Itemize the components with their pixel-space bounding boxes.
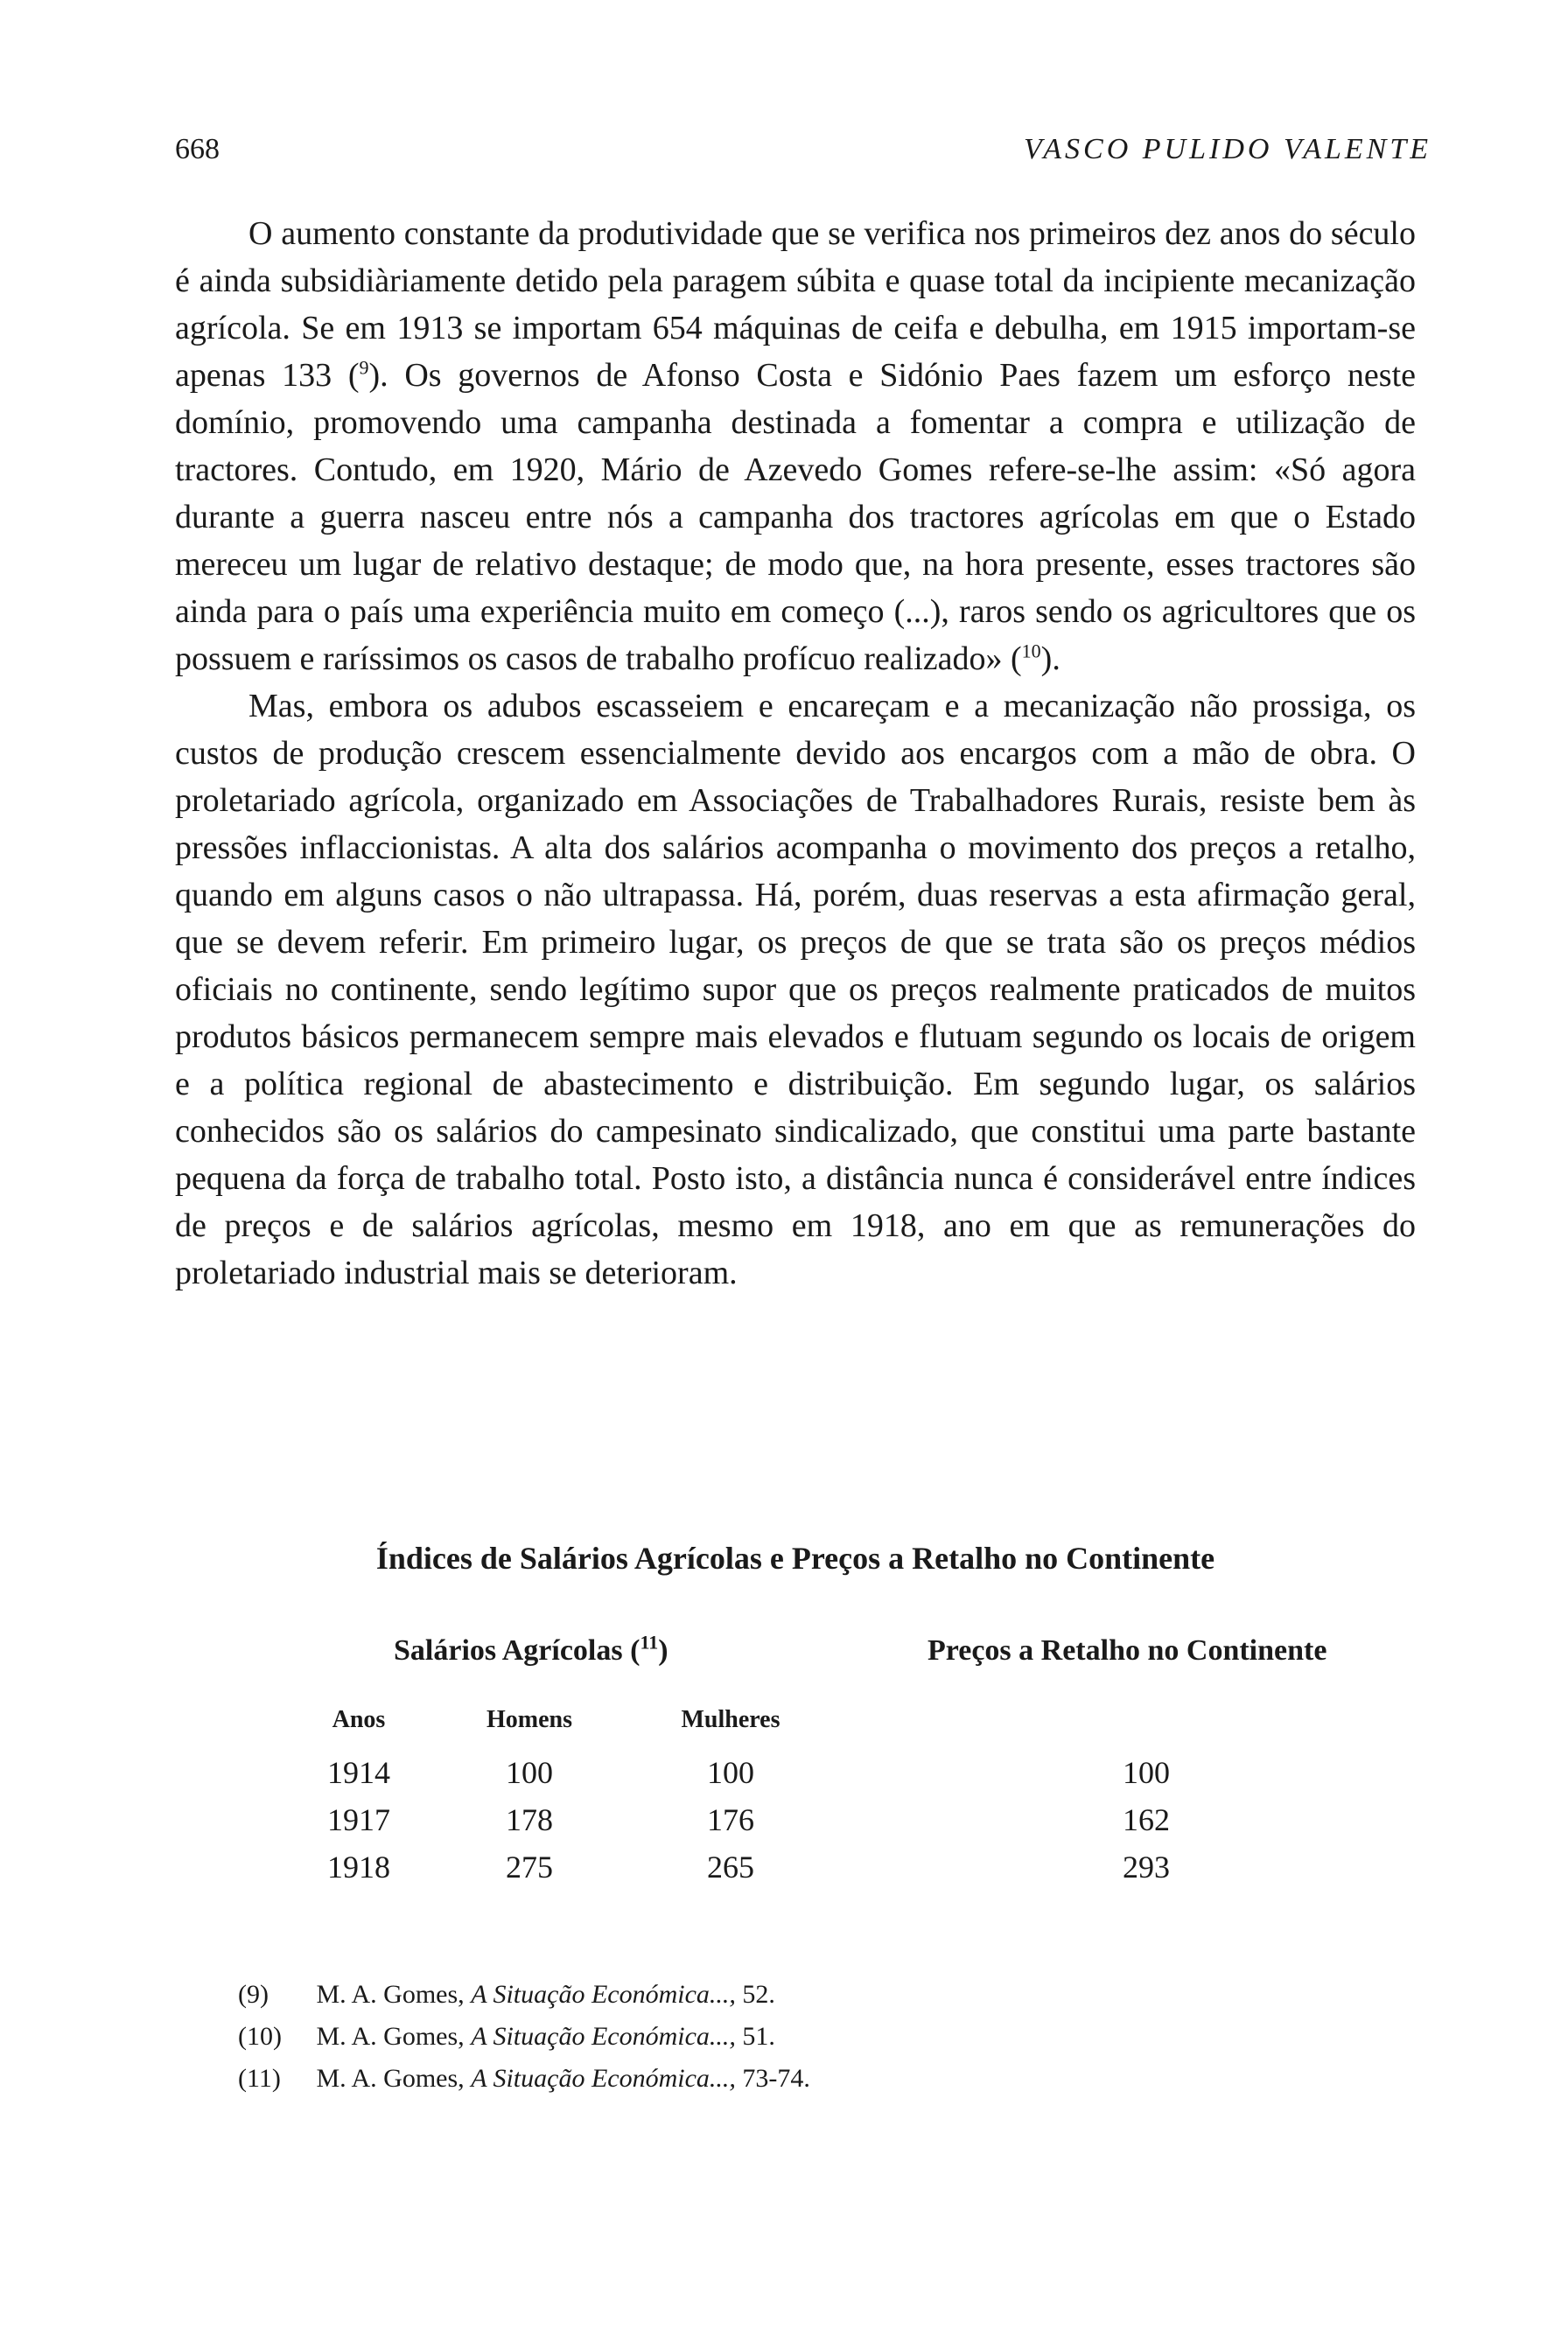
- footnote-author: M. A. Gomes,: [316, 2064, 465, 2093]
- page-number: 668: [175, 133, 220, 165]
- cell-mulheres: 265: [707, 1850, 754, 1885]
- cell-mulheres: 176: [707, 1802, 754, 1837]
- footnote-title: A Situação Económica...,: [471, 1980, 736, 2009]
- footnote-title: A Situação Económica...,: [471, 2022, 736, 2051]
- footnote-pages: 73-74.: [742, 2064, 810, 2093]
- group-heading-precos: Preços a Retalho no Continente: [928, 1634, 1327, 1667]
- table-row: [0, 1849, 1568, 1896]
- table-row: [0, 1801, 1568, 1849]
- footnote-ref-10: 10: [1021, 640, 1041, 662]
- cell-precos: 293: [1123, 1850, 1170, 1885]
- cell-ano: 1918: [327, 1850, 390, 1885]
- column-header-anos: Anos: [332, 1706, 386, 1733]
- paragraph-1-part-1: O aumento constante da produtividade que se verifica nos primeiros dez anos do século é ainda subsidiàriamente detido pela paragem súbita e quase total da incipiente mecanização agrícola. Se em 1913 se importam 654 máquinas de ceifa e debulha, em 1915 importam-se apenas 133 (: [175, 215, 1416, 394]
- paragraph-1-part-2: ). Os governos de Afonso Costa e Sidónio Paes fazem um esforço neste domínio, promovendo uma campanha destinada a fomentar a compra e utilização de tractores. Contudo, em 1920, Mário de Azevedo Gomes refere-se-lhe assim: «Só agora durante a guerra nasceu entre nós a campanha dos tractores agrícolas em que o Estado mereceu um lugar de relativo destaque; de modo que, na hora presente, esses tractores são ainda para o país uma experiência muito em começo (...), raros sendo os agricultores que os possuem e raríssimos os casos de trabalho profícuo realizado» (: [175, 357, 1417, 677]
- footnote-number: (10): [238, 2022, 282, 2051]
- column-header-mulheres: Mulheres: [681, 1706, 780, 1733]
- footnote: [238, 1974, 810, 2016]
- footnote-title: A Situação Económica...,: [471, 2064, 736, 2093]
- cell-precos: 162: [1123, 1802, 1170, 1837]
- paragraph-1: [175, 210, 1416, 682]
- paragraph-2: Mas, embora os adubos escasseiem e encareçam e a mecanização não prossiga, os custos de produção crescem essencialmente devido aos encargos com a mão de obra. O proletariado agrícola, organizado em Associações de Trabalhadores Rurais, resiste bem às pressões inflaccionistas. A alta dos salários acompanha o movimento dos preços a retalho, quando em alguns casos o não ultrapassa. Há, porém, duas reservas a esta afirmação geral, que se devem referir. Em primeiro lugar, os preços de que se trata são os preços médios oficiais no continente, sendo legítimo supor que os preços realmente praticados de muitos produtos básicos permanecem sempre mais elevados e flutuam segundo os locais de origem e a política regional de abastecimento e distribuição. Em segundo lugar, os salários conhecidos são os salários do campesinato sindicalizado, que constitui uma parte bastante pequena da força de trabalho total. Posto isto, a distância nunca é considerável entre índices de preços e de salários agrícolas, mesmo em 1918, ano em que as remunerações do proletariado industrial mais se deterioram.: [175, 688, 1416, 1291]
- cell-homens: 100: [506, 1755, 553, 1790]
- cell-homens: 178: [506, 1802, 553, 1837]
- column-header-homens: Homens: [486, 1706, 572, 1733]
- group-heading-salarios: Salários Agrícolas ($^{11}$): [394, 1631, 668, 1667]
- cell-ano: 1914: [327, 1755, 390, 1790]
- running-head: VASCO PULIDO VALENTE: [1024, 133, 1432, 165]
- footnote-pages: 51.: [742, 2022, 775, 2051]
- cell-homens: 275: [506, 1850, 553, 1885]
- footnote-ref-11: 11: [640, 1631, 659, 1654]
- table-row: [0, 1754, 1568, 1801]
- paragraph-1-part-3: ).: [1040, 640, 1060, 677]
- body-text: [175, 210, 1416, 1297]
- footnote-author: M. A. Gomes,: [316, 1980, 465, 2009]
- footnote-author: M. A. Gomes,: [316, 2022, 465, 2051]
- cell-mulheres: 100: [707, 1755, 754, 1790]
- table-title: Índices de Salários Agrícolas e Preços a Retalho no Continente: [375, 1541, 1215, 1576]
- footnotes: [238, 1974, 810, 2100]
- cell-ano: 1917: [327, 1802, 390, 1837]
- footnote-pages: 52.: [742, 1980, 775, 2009]
- footnote-number: (9): [238, 1980, 269, 2009]
- cell-precos: 100: [1123, 1755, 1170, 1790]
- footnote: [238, 2058, 810, 2100]
- group-heading-salarios-label: Salários Agrícolas: [394, 1634, 623, 1667]
- footnote-number: (11): [238, 2064, 281, 2093]
- footnote-ref-9: 9: [359, 356, 369, 379]
- footnote: [238, 2016, 810, 2058]
